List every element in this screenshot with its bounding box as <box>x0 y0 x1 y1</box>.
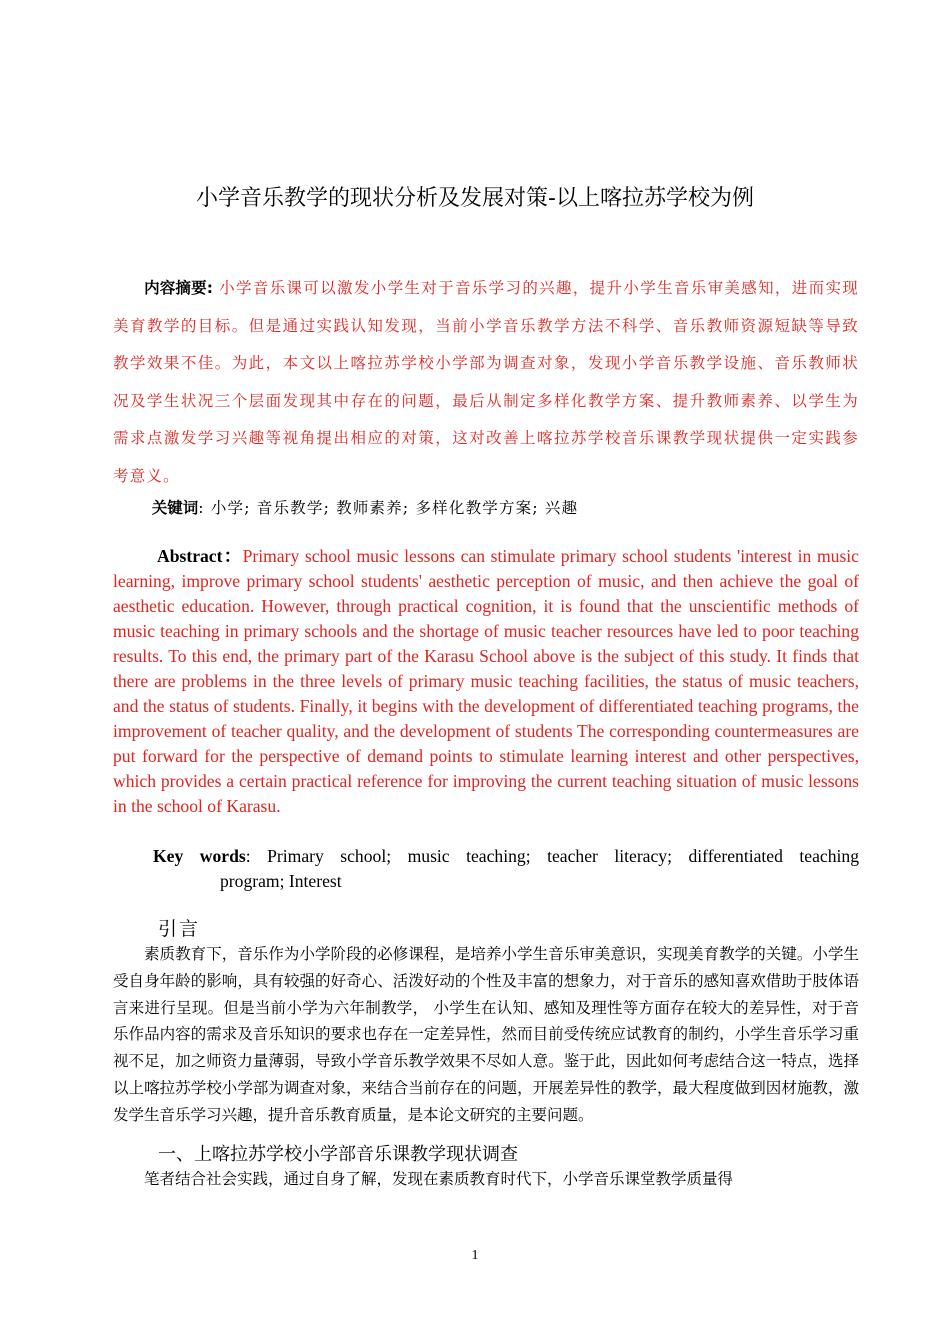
chinese-abstract-label: 内容摘要: <box>144 279 213 297</box>
english-keywords-label: Key words <box>153 846 246 866</box>
english-keywords <box>153 844 859 869</box>
page-number: 1 <box>471 1248 479 1263</box>
section-one-body <box>113 1166 859 1193</box>
chinese-keywords <box>113 494 859 522</box>
english-keywords-line1: : Primary school; music teaching; teacher literacy; differentiated teaching <box>245 846 859 866</box>
section-one-heading: 一、上喀拉苏学校小学部音乐课教学现状调查 <box>158 1144 518 1165</box>
chinese-keywords-label: 关键词 <box>151 499 199 517</box>
english-abstract-text: Primary school music lessons can stimulate primary school students 'interest in music learning, improve primary school students' aesthetic perception of music, and then achieve the goal of aesthetic education. However, through practical cognition, it is found that the unscientific methods of music teaching in primary schools and the shortage of music teacher resources have led to poor teaching results. To this end, the primary part of the Karasu School above is the subject of this study. It finds that there are problems in the three levels of primary music teaching facilities, the status of music teachers, and the status of students. Finally, it begins with the development of differentiated teaching programs, the improvement of teacher quality, and the development of students The corresponding countermeasures are put forward for the perspective of demand points to stimulate learning interest and other perspectives, which provides a certain practical reference for improving the current teaching situation of music lessons in the school of Karasu. <box>113 546 859 816</box>
english-abstract <box>113 544 859 819</box>
page-title: 小学音乐教学的现状分析及发展对策-以上喀拉苏学校为例 <box>196 186 754 211</box>
english-keywords-continued: program; Interest <box>220 871 342 891</box>
chinese-abstract <box>113 270 859 495</box>
intro-heading: 引言 <box>158 918 201 940</box>
section-one-paragraph: 笔者结合社会实践，通过自身了解，发现在素质教育时代下，小学音乐课堂教学质量得 <box>144 1170 734 1188</box>
english-abstract-label: Abstract： <box>157 546 243 566</box>
chinese-abstract-text: 小学音乐课可以激发小学生对于音乐学习的兴趣，提升小学生音乐审美感知，进而实现美育教学的目标。但是通过实践认知发现，当前小学音乐教学方法不科学、音乐教师资源短缺等导致教学效果不佳。为此，本文以上喀拉苏学校小学部为调查对象，发现小学音乐教学设施、音乐教师状况及学生状况三个层面发现其中存在的问题，最后从制定多样化教学方案、提升教师素养、以学生为需求点激发学习兴趣等视角提出相应的对策，这对改善上喀拉苏学校音乐课教学现状提供一定实践参考意义。 <box>113 279 859 485</box>
chinese-keywords-text: : 小学; 音乐教学; 教师素养; 多样化教学方案; 兴趣 <box>198 499 579 517</box>
intro-body <box>113 941 859 1129</box>
intro-paragraph: 素质教育下，音乐作为小学阶段的必修课程，是培养小学生音乐审美意识，实现美育教学的关键。小学生受自身年龄的影响，具有较强的好奇心、活泼好动的个性及丰富的想象力，对于音乐的感知喜欢借助于肢体语言来进行呈现。但是当前小学为六年制教学， 小学生在认知、感知及理性等方面存在较大的差异性，对于音乐作品内容的需求及音乐知识的要求也存在一定差异性，然而目前受传统应试教育的制约，小学生音乐学习重视不足，加之师资力量薄弱，导致小学音乐教学效果不尽如人意。鉴于此，因此如何考虑结合这一特点，选择以上喀拉苏学校小学部为调查对象，来结合当前存在的问题，开展差异性的教学，最大程度做到因材施教，激发学生音乐学习兴趣，提升音乐教育质量，是本论文研究的主要问题。 <box>113 945 859 1124</box>
